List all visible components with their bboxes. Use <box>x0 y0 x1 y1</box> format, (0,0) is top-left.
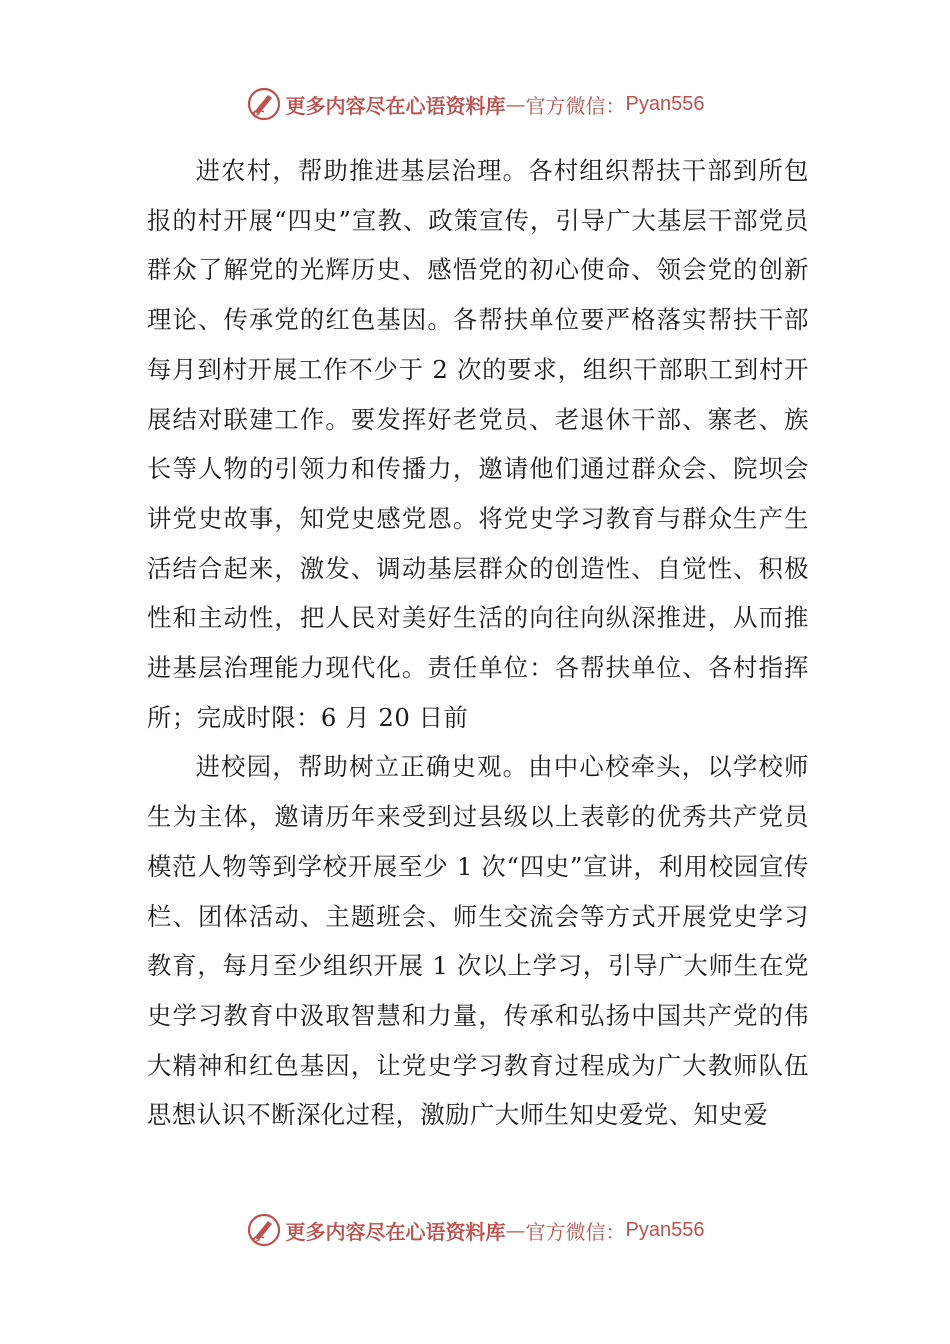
paragraph: 进校园，帮助树立正确史观。由中心校牵头，以学校师生为主体，邀请历年来受到过县级以上表彰的优秀共产党员模范人物等到学校开展至少 1 次“四史”宣讲，利用校园宣传栏、团体活动、主题班会、师生交流会等方式开展党史学习教育，每月至少组织开展 1 次以上学习，引导广大师生在党史学习教育中汲取智慧和力量，传承和弘扬中国共产党的伟大精神和红色基因，让党史学习教育过程成为广大教师队伍思想认识不断深化过程，激励广大师生知史爱党、知史爱 <box>147 752 809 1130</box>
banner-brand: 更多内容尽在心语资料库 <box>285 93 506 118</box>
banner-contact-label: 官方微信： <box>525 1219 626 1244</box>
banner-contact-label: 官方微信： <box>525 93 626 118</box>
paragraph: 进农村，帮助推进基层治理。各村组织帮扶干部到所包报的村开展“四史”宣教、政策宣传，引导广大基层干部党员群众了解党的光辉历史、感悟党的初心使命、领会党的创新理论、传承党的红色基因。各帮扶单位要严格落实帮扶干部每月到村开展工作不少于 2 次的要求，组织干部职工到村开展结对联建工作。要发挥好老党员、老退休干部、寨老、族长等人物的引领力和传播力，邀请他们通过群众会、院坝会讲党史故事，知党史感党恩。将党史学习教育与群众生产生活结合起来，激发、调动基层群众的创造性、自觉性、积极性和主动性，把人民对美好生活的向往向纵深推进，从而推进基层治理能力现代化。责任单位：各帮扶单位、各村指挥所；完成时限：6 月 20 日前 <box>147 156 809 732</box>
banner-dash: — <box>505 92 526 116</box>
document-body <box>147 146 809 1140</box>
pen-circle-logo-icon <box>246 1212 282 1248</box>
banner-brand: 更多内容尽在心语资料库 <box>285 1219 506 1244</box>
banner-dash: — <box>505 1218 526 1242</box>
pen-circle-logo-icon <box>246 86 282 122</box>
header-banner <box>0 84 950 124</box>
banner-handle: Pyan556 <box>625 92 705 115</box>
footer-banner <box>0 1210 950 1250</box>
banner-handle: Pyan556 <box>625 1218 705 1241</box>
